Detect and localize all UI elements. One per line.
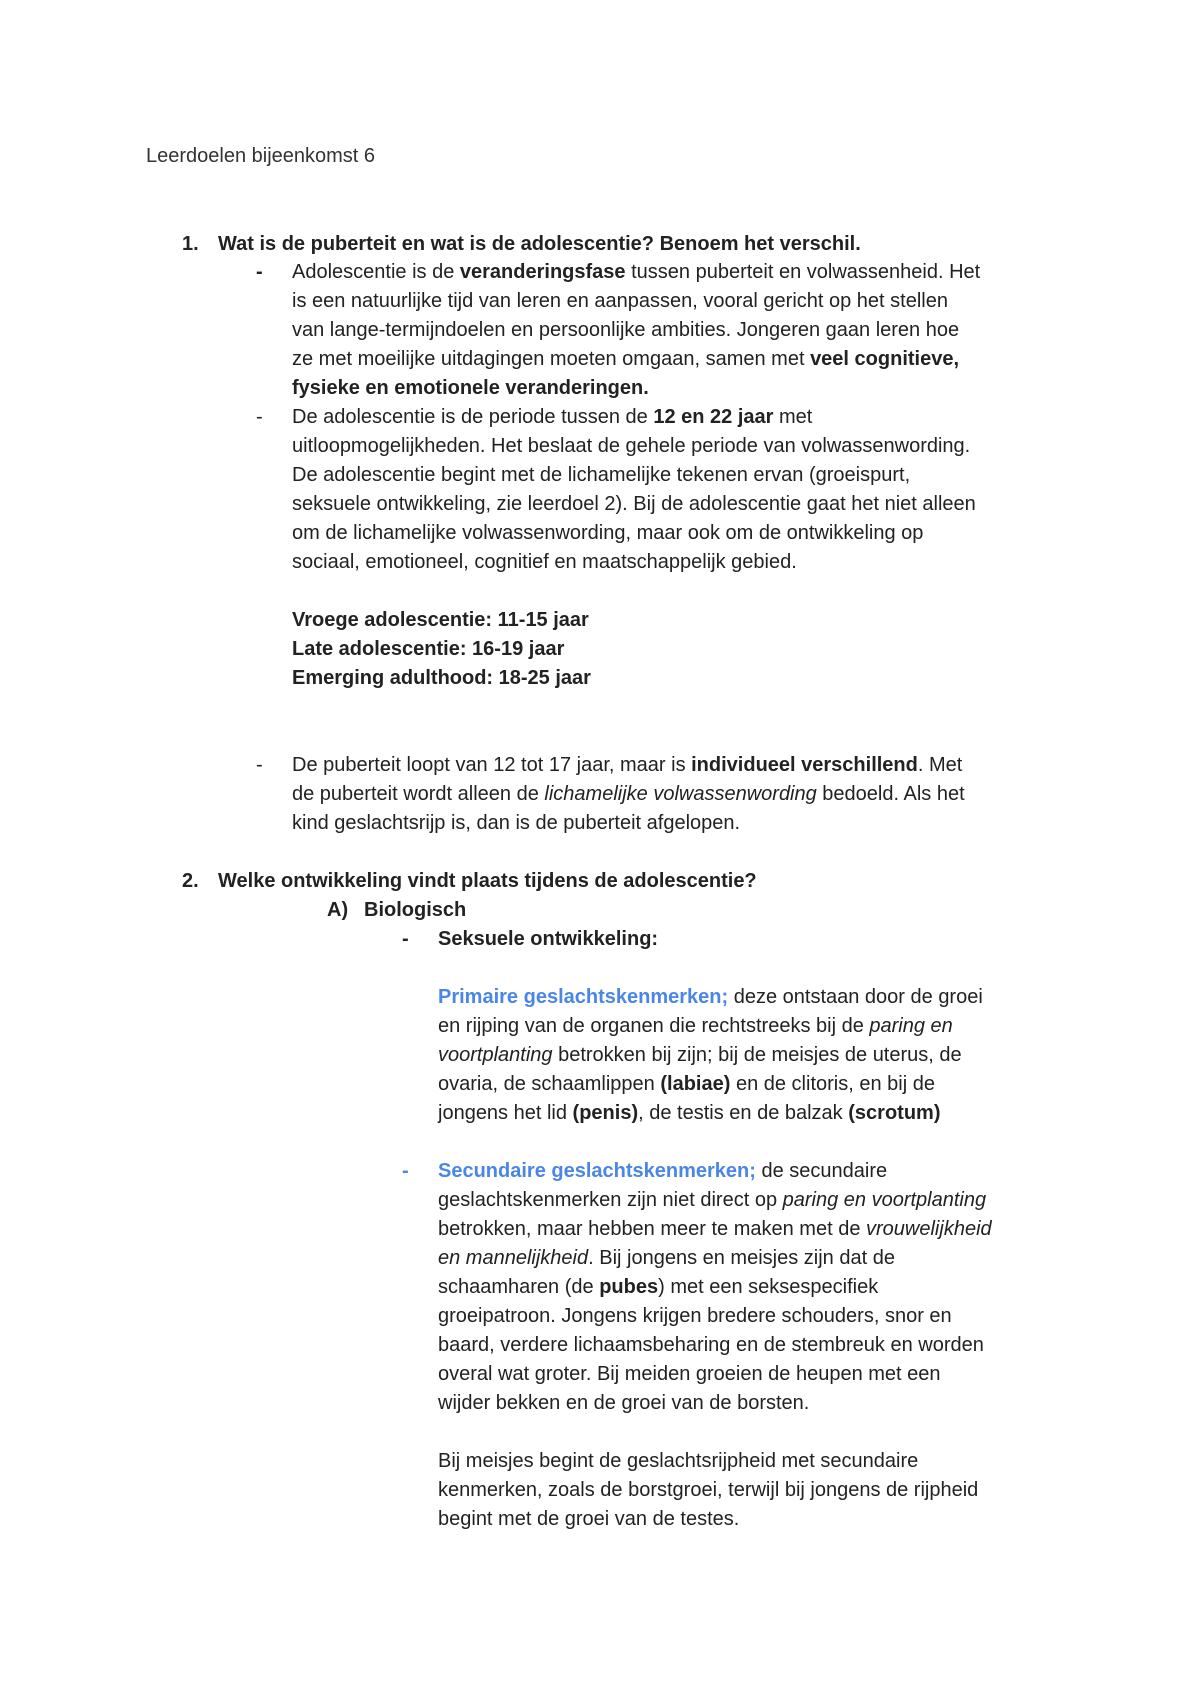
p1-line: jongens het lid (penis), de testis en de balzak (scrotum) — [438, 1102, 941, 1124]
p2-line: baard, verdere lichaamsbeharing en de stembreuk en worden — [438, 1334, 984, 1356]
highlight-term: Primaire geslachtskenmerken; — [438, 986, 729, 1008]
q1-b1-line: is een natuurlijke tijd van leren en aanpassen, vooral gericht op het stellen — [292, 290, 948, 312]
p1-line: voortplanting betrokken bij zijn; bij de meisjes de uterus, de — [438, 1044, 962, 1066]
bullet-dash: - — [256, 261, 263, 283]
bullet-dash: - — [402, 1160, 409, 1182]
p3-line: kenmerken, zoals de borstgroei, terwijl bij jongens de rijpheid — [438, 1479, 979, 1501]
q1-b1-line: van lange-termijndoelen en persoonlijke ambities. Jongeren gaan leren hoe — [292, 319, 960, 341]
p2-line: Secundaire geslachtskenmerken; de secundaire — [438, 1160, 888, 1182]
highlight-term: Secundaire geslachtskenmerken; — [438, 1160, 756, 1182]
bold-term: pubes — [599, 1276, 659, 1298]
p2-line: betrokken, maar hebben meer te maken met de vrouwelijkheid — [438, 1218, 992, 1240]
bold-term: (labiae) — [660, 1073, 731, 1095]
question-2-number: 2. — [182, 870, 199, 892]
p3-line: Bij meisjes begint de geslachtsrijpheid met secundaire — [438, 1450, 919, 1472]
p1-line: Primaire geslachtskenmerken; deze ontstaan door de groei — [438, 986, 983, 1008]
stage-late: Late adolescentie: 16-19 jaar — [292, 638, 565, 660]
p2-line: en mannelijkheid. Bij jongens en meisjes zijn dat de — [438, 1247, 895, 1269]
bold-term: veel cognitieve, — [810, 348, 960, 370]
bold-term: veranderingsfase — [459, 261, 626, 283]
p3-line: begint met de groei van de testes. — [438, 1508, 740, 1530]
q1-b2-line: seksuele ontwikkeling, zie leerdoel 2). Bij de adolescentie gaat het niet alleen — [292, 493, 976, 515]
p2-line: wijder bekken en de groei van de borsten. — [438, 1392, 810, 1414]
document-title: Leerdoelen bijeenkomst 6 — [146, 145, 376, 167]
p2-line: groeipatroon. Jongens krijgen bredere schouders, snor en — [438, 1305, 952, 1327]
section-heading: Seksuele ontwikkeling: — [438, 928, 659, 950]
stage-early: Vroege adolescentie: 11-15 jaar — [292, 609, 589, 631]
p2-line: overal wat groter. Bij meiden groeien de heupen met een — [438, 1363, 941, 1385]
sub-label: A) — [327, 899, 349, 921]
q1-b3-line: De puberteit loopt van 12 tot 17 jaar, maar is individueel verschillend. Met — [292, 754, 963, 776]
q1-b2-line: De adolescentie is de periode tussen de 12 en 22 jaar met — [292, 406, 813, 428]
bullet-dash: - — [256, 406, 263, 428]
q1-b1-line: Adolescentie is de veranderingsfase tussen puberteit en volwassenheid. Het — [292, 261, 981, 283]
italic-term: lichamelijke volwassenwording — [544, 783, 817, 805]
bullet-dash: - — [256, 754, 263, 776]
q1-b2-line: om de lichamelijke volwassenwording, maar ook om de ontwikkeling op — [292, 522, 924, 544]
italic-term: paring en — [869, 1015, 953, 1037]
italic-term: en mannelijkheid — [438, 1247, 589, 1269]
stage-emerging: Emerging adulthood: 18-25 jaar — [292, 667, 591, 689]
sub-title: Biologisch — [364, 899, 467, 921]
p1-line: en rijping van de organen die rechtstreeks bij de paring en — [438, 1015, 953, 1037]
bold-term: individueel verschillend — [691, 754, 918, 776]
question-1-number: 1. — [182, 233, 199, 255]
q1-b2-line: sociaal, emotioneel, cognitief en maatschappelijk gebied. — [292, 551, 797, 573]
q1-b2-line: De adolescentie begint met de lichamelijke tekenen ervan (groeispurt, — [292, 464, 911, 486]
question-2-text: Welke ontwikkeling vindt plaats tijdens de adolescentie? — [218, 870, 757, 892]
p1-line: ovaria, de schaamlippen (labiae) en de clitoris, en bij de — [438, 1073, 935, 1095]
p2-line: schaamharen (de pubes) met een seksespecifiek — [438, 1276, 879, 1298]
bold-term: (penis) — [572, 1102, 639, 1124]
italic-term: voortplanting — [438, 1044, 553, 1066]
q1-b2-line: uitloopmogelijkheden. Het beslaat de gehele periode van volwassenwording. — [292, 435, 971, 457]
q1-b1-line: ze met moeilijke uitdagingen moeten omgaan, samen met veel cognitieve, — [292, 348, 960, 370]
italic-term: paring en voortplanting — [782, 1189, 987, 1211]
italic-term: vrouwelijkheid — [866, 1218, 992, 1240]
bold-term: 12 en 22 jaar — [653, 406, 774, 428]
bold-term: (scrotum) — [848, 1102, 941, 1124]
bullet-dash: - — [402, 928, 409, 950]
q1-b3-line: kind geslachtsrijp is, dan is de puberteit afgelopen. — [292, 812, 741, 834]
p2-line: geslachtskenmerken zijn niet direct op paring en voortplanting — [438, 1189, 987, 1211]
q1-b1-line: fysieke en emotionele veranderingen. — [292, 377, 649, 399]
q1-b3-line: de puberteit wordt alleen de lichamelijke volwassenwording bedoeld. Als het — [292, 783, 965, 805]
question-1-text: Wat is de puberteit en wat is de adolescentie? Benoem het verschil. — [218, 233, 861, 255]
